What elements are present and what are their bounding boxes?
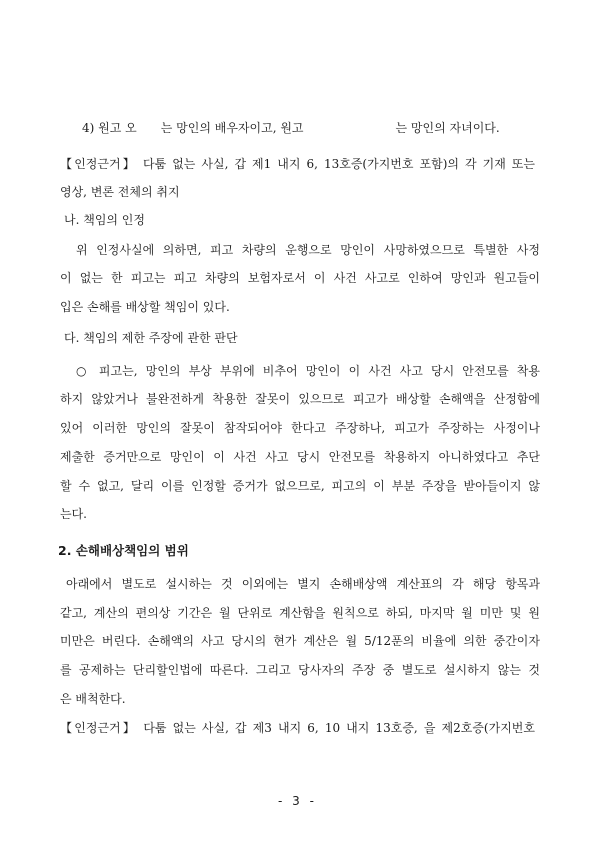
paragraph-line: 이 없는 한 피고는 피고 차량의 보험자로서 이 사건 사고로 인하여 망인과 원고들이 xyxy=(60,271,540,285)
paragraph-line: 영상, 변론 전체의 취지 xyxy=(60,185,180,199)
paragraph-line: 미만은 버린다. 손해액의 사고 당시의 현가 계산은 월 5/12푼의 비율에 의한 중간이자 xyxy=(60,634,540,648)
paragraph-line: 하지 않았거나 불완전하게 착용한 잘못이 있으므로 피고가 배상할 손해액을 산정함에 xyxy=(60,392,540,406)
page-number: - 3 - xyxy=(278,794,317,808)
paragraph-line: 같고, 계산의 편의상 기간은 월 단위로 계산함을 원칙으로 하되, 마지막 월 미만 및 원 xyxy=(60,606,540,620)
text-fragment: 4) 원고 오 xyxy=(82,121,137,135)
paragraph-line: 【인정근거】 다툼 없는 사실, 갑 제3 내지 6, 10 내지 13호증, 을 제2호증(가지번호 xyxy=(60,721,535,735)
paragraph-line: 【인정근거】 다툼 없는 사실, 갑 제1 내지 6, 13호증(가지번호 포함)의 각 기재 또는 xyxy=(60,157,535,171)
paragraph-line: 제출한 증거만으로 망인이 이 사건 사고 당시 안전모를 착용하지 아니하였다고 추단 xyxy=(60,450,540,464)
paragraph-line: 입은 손해를 배상할 책임이 있다. xyxy=(60,300,230,314)
paragraph-line xyxy=(82,119,540,137)
paragraph-line: 는다. xyxy=(60,507,87,521)
paragraph-line: 위 인정사실에 의하면, 피고 차량의 운행으로 망인이 사망하였으므로 특별한 사정 xyxy=(76,243,540,257)
section-subheading: 다. 책임의 제한 주장에 관한 판단 xyxy=(64,331,238,345)
paragraph-line: 은 배척한다. xyxy=(60,692,126,706)
paragraph-line: ○ 피고는, 망인의 부상 부위에 비추어 망인이 이 사건 사고 당시 안전모를 착용 xyxy=(76,364,540,378)
text-fragment: 는 망인의 배우자이고, 원고 xyxy=(160,121,304,135)
paragraph-line: 아래에서 별도로 설시하는 것 이외에는 별지 손해배상액 계산표의 각 해당 항목과 xyxy=(66,577,540,591)
paragraph-line: 할 수 없고, 달리 이를 인정할 증거가 없으므로, 피고의 이 부분 주장을 받아들이지 않 xyxy=(60,479,540,493)
paragraph-line: 를 공제하는 단리할인법에 따른다. 그리고 당사자의 주장 중 별도로 설시하지 않는 것 xyxy=(60,663,540,677)
paragraph-line: 있어 이러한 망인의 잘못이 참작되어야 한다고 주장하나, 피고가 주장하는 사정이나 xyxy=(60,421,540,435)
section-subheading: 나. 책임의 인정 xyxy=(64,213,145,227)
text-fragment: 는 망인의 자녀이다. xyxy=(395,121,500,135)
section-heading: 2. 손해배상책임의 범위 xyxy=(58,543,189,558)
